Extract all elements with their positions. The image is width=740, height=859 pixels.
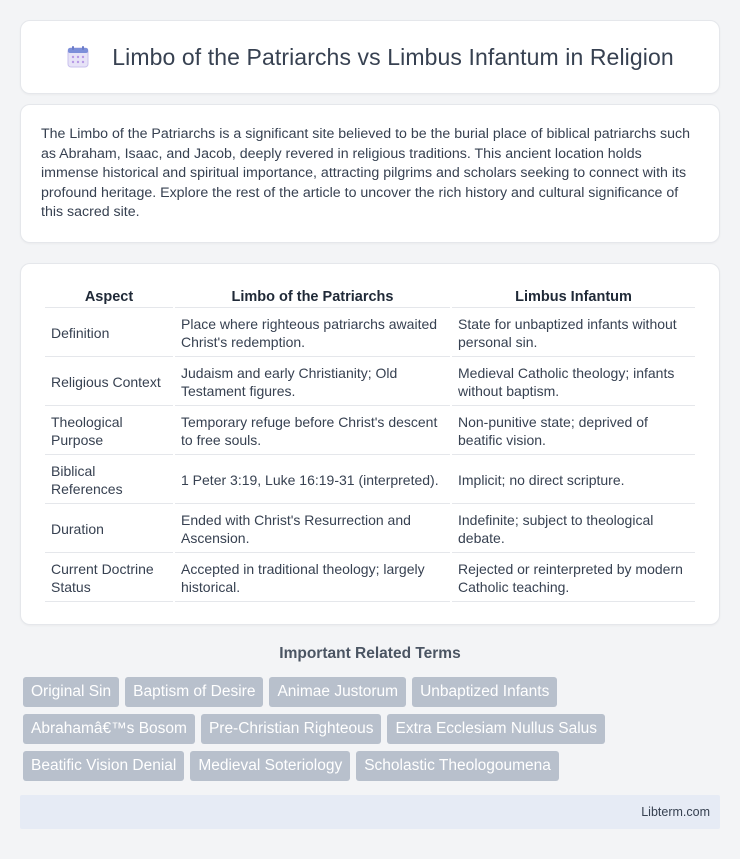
footer-site-link[interactable]: Libterm.com	[641, 805, 710, 819]
row-aspect: Duration	[45, 506, 173, 553]
row-patriarchs-value: Accepted in traditional theology; largely historical.	[175, 555, 450, 602]
related-term-tag[interactable]: Unbaptized Infants	[412, 677, 557, 707]
table-row	[45, 408, 695, 455]
row-patriarchs-value: Ended with Christ's Resurrection and Ascension.	[175, 506, 450, 553]
intro-paragraph: The Limbo of the Patriarchs is a significant site believed to be the burial place of biblical patriarchs such as Abraham, Isaac, and Jacob, deeply revered in religious traditions. This ancient location holds immense historical and spiritual importance, attracting pilgrims and scholars seeking to connect with its profound heritage. Explore the rest of the article to uncover the rich history and cultural significance of this sacred site.	[41, 126, 691, 220]
related-term-tag[interactable]: Abrahamâ€™s Bosom	[23, 714, 195, 744]
column-header-limbo-patriarchs: Limbo of the Patriarchs	[175, 286, 450, 308]
footer	[20, 795, 720, 829]
tag-row	[23, 714, 703, 744]
table-header-row	[45, 286, 695, 308]
calendar-icon	[66, 45, 90, 69]
column-header-aspect: Aspect	[45, 286, 173, 308]
row-aspect: Current Doctrine Status	[45, 555, 173, 602]
intro-card	[20, 104, 720, 243]
page-title: Limbo of the Patriarchs vs Limbus Infantum in Religion	[112, 43, 674, 70]
row-patriarchs-value: Temporary refuge before Christ's descent to free souls.	[175, 408, 450, 455]
related-term-tag[interactable]: Scholastic Theologoumena	[356, 751, 559, 781]
row-infantum-value: Medieval Catholic theology; infants without baptism.	[452, 359, 695, 406]
table-row	[45, 555, 695, 602]
row-patriarchs-value: 1 Peter 3:19, Luke 16:19-31 (interpreted).	[175, 457, 450, 504]
related-term-tag[interactable]: Animae Justorum	[269, 677, 406, 707]
related-term-tag[interactable]: Original Sin	[23, 677, 119, 707]
row-aspect: Definition	[45, 310, 173, 357]
tag-row	[23, 751, 703, 781]
header	[66, 44, 674, 71]
row-infantum-value: Rejected or reinterpreted by modern Catholic teaching.	[452, 555, 695, 602]
related-term-tag[interactable]: Beatific Vision Denial	[23, 751, 184, 781]
row-aspect: Biblical References	[45, 457, 173, 504]
comparison-table-card	[20, 263, 720, 625]
row-infantum-value: State for unbaptized infants without personal sin.	[452, 310, 695, 357]
related-terms-title: Important Related Terms	[279, 645, 461, 662]
tag-row	[23, 677, 703, 707]
table-row	[45, 457, 695, 504]
related-term-tag[interactable]: Baptism of Desire	[125, 677, 263, 707]
row-patriarchs-value: Judaism and early Christianity; Old Testament figures.	[175, 359, 450, 406]
related-terms-list	[23, 677, 703, 788]
table-row	[45, 310, 695, 357]
row-infantum-value: Indefinite; subject to theological debate.	[452, 506, 695, 553]
table-row	[45, 359, 695, 406]
related-term-tag[interactable]: Medieval Soteriology	[190, 751, 350, 781]
row-aspect: Religious Context	[45, 359, 173, 406]
table-row	[45, 506, 695, 553]
row-infantum-value: Non-punitive state; deprived of beatific vision.	[452, 408, 695, 455]
related-term-tag[interactable]: Extra Ecclesiam Nullus Salus	[387, 714, 605, 744]
row-patriarchs-value: Place where righteous patriarchs awaited Christ's redemption.	[175, 310, 450, 357]
column-header-limbus-infantum: Limbus Infantum	[452, 286, 695, 308]
related-term-tag[interactable]: Pre-Christian Righteous	[201, 714, 382, 744]
row-infantum-value: Implicit; no direct scripture.	[452, 457, 695, 504]
header-card	[20, 20, 720, 94]
row-aspect: Theological Purpose	[45, 408, 173, 455]
comparison-table	[43, 284, 697, 604]
